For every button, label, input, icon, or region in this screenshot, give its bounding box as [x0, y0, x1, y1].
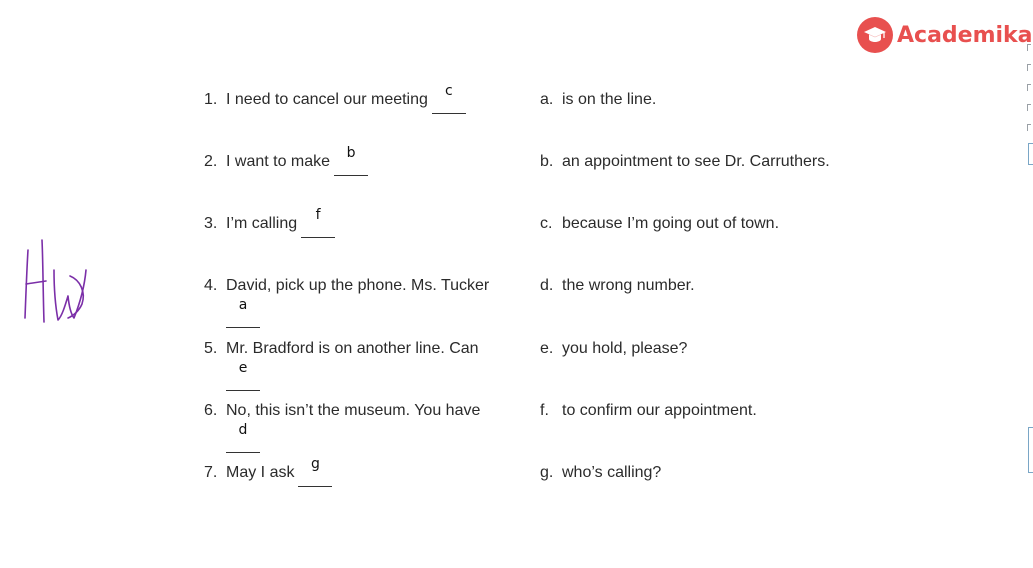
option-letter: f. — [540, 402, 549, 419]
option-d — [540, 276, 695, 296]
answer-text: c — [445, 83, 453, 99]
logo-text: Academika — [897, 22, 1033, 48]
answer-blank[interactable] — [334, 145, 368, 172]
edge-tick — [1027, 44, 1031, 51]
exercise-row-1 — [0, 83, 1033, 150]
question-number: 1. — [204, 91, 218, 108]
option-text: the wrong number. — [562, 277, 695, 294]
answer-text: f — [315, 207, 321, 223]
exercise-row-2 — [0, 145, 1033, 212]
question-text: I need to cancel our meeting — [226, 91, 428, 108]
option-text: because I’m going out of town. — [562, 215, 780, 232]
option-letter: a. — [540, 91, 554, 108]
answer-blank[interactable] — [226, 360, 260, 387]
option-b — [540, 152, 830, 172]
exercise-row-5 — [0, 339, 1033, 399]
question-text: I’m calling — [226, 215, 298, 232]
option-letter: b. — [540, 153, 554, 170]
answer-text: b — [346, 145, 356, 161]
question-number: 2. — [204, 153, 218, 170]
question-number: 5. — [204, 340, 218, 357]
question-text: David, pick up the phone. Ms. Tucker — [226, 277, 490, 294]
option-c — [540, 214, 779, 234]
graduation-cap-icon — [857, 17, 893, 53]
question-text: May I ask — [226, 464, 295, 481]
answer-blank[interactable] — [226, 297, 260, 324]
question-3 — [204, 207, 335, 234]
exercise-row-7 — [0, 456, 1033, 523]
question-number: 7. — [204, 464, 218, 481]
question-text: No, this isn’t the museum. You have — [226, 402, 481, 419]
option-e — [540, 339, 687, 359]
answer-text: a — [238, 297, 248, 313]
option-letter: e. — [540, 340, 554, 357]
answer-text: g — [311, 456, 320, 472]
question-number: 3. — [204, 215, 218, 232]
question-7 — [204, 456, 332, 483]
question-text: Mr. Bradford is on another line. Can — [226, 340, 479, 357]
option-text: is on the line. — [562, 91, 657, 108]
option-f — [540, 401, 757, 421]
option-text: who’s calling? — [562, 464, 662, 481]
exercise-row-4 — [0, 276, 1033, 336]
question-1 — [204, 83, 466, 110]
option-text: to confirm our appointment. — [562, 402, 757, 419]
academika-logo — [857, 17, 1033, 53]
edge-tick — [1027, 64, 1031, 71]
answer-blank[interactable] — [298, 456, 332, 483]
question-5 — [204, 339, 479, 387]
question-text: I want to make — [226, 153, 331, 170]
question-number: 6. — [204, 402, 218, 419]
option-text: you hold, please? — [562, 340, 688, 357]
option-text: an appointment to see Dr. Carruthers. — [562, 153, 830, 170]
answer-blank[interactable] — [301, 207, 335, 234]
option-g — [540, 463, 661, 483]
option-letter: c. — [540, 215, 553, 232]
question-2 — [204, 145, 368, 172]
exercise-row-3 — [0, 207, 1033, 274]
option-letter: g. — [540, 464, 554, 481]
question-4 — [204, 276, 489, 324]
answer-text: e — [238, 360, 248, 376]
answer-blank[interactable] — [226, 422, 260, 449]
option-letter: d. — [540, 277, 554, 294]
exercise-row-6 — [0, 401, 1033, 461]
answer-text: d — [238, 422, 248, 438]
answer-blank[interactable] — [432, 83, 466, 110]
question-number: 4. — [204, 277, 218, 294]
option-a — [540, 90, 656, 110]
question-6 — [204, 401, 480, 449]
